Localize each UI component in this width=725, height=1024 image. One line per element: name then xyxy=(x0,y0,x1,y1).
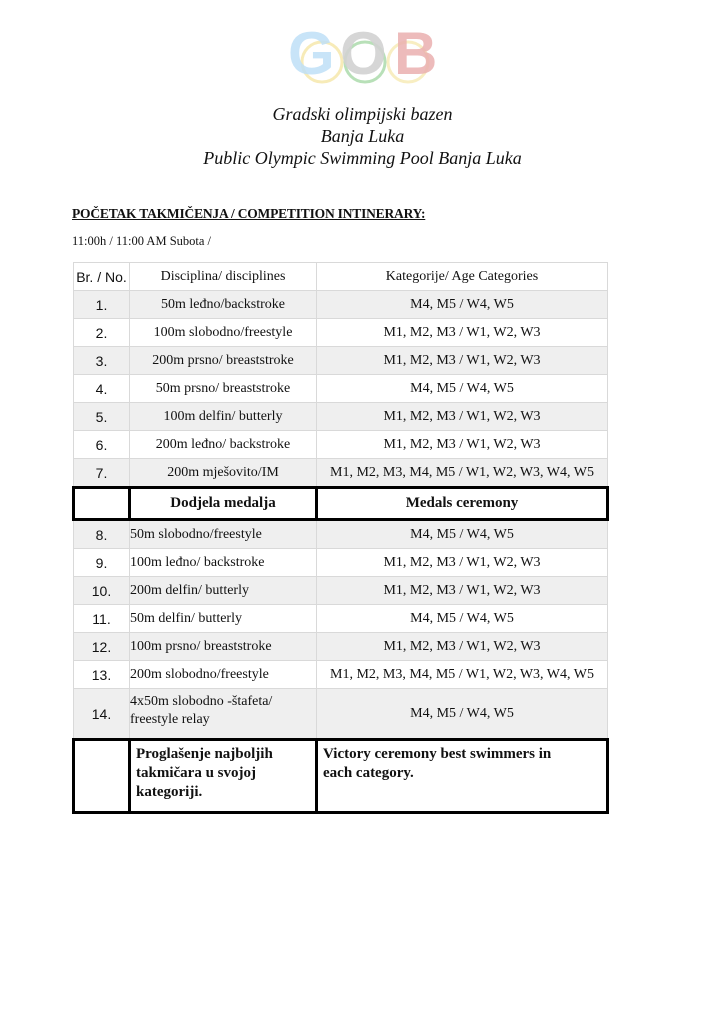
row-discipline: 50m prsno/ breaststroke xyxy=(130,375,317,403)
ceremony-left: Dodjela medalja xyxy=(130,488,317,520)
row-no: 5. xyxy=(74,403,130,431)
row-category: M1, M2, M3, M4, M5 / W1, W2, W3, W4, W5 xyxy=(317,459,608,488)
final-left-line: takmičara u svojoj xyxy=(136,765,256,781)
row-discipline: 100m delfin/ butterly xyxy=(130,403,317,431)
row-category: M4, M5 / W4, W5 xyxy=(317,605,608,633)
final-left-line: kategoriji. xyxy=(136,784,203,800)
final-empty-cell xyxy=(74,740,130,813)
row-no: 7. xyxy=(74,459,130,488)
svg-text:G: G xyxy=(288,22,335,84)
row-no: 6. xyxy=(74,431,130,459)
header-discipline: Disciplina/ disciplines xyxy=(130,263,317,291)
final-left xyxy=(130,740,317,813)
medals-ceremony-row xyxy=(74,488,608,520)
row-discipline: 50m leđno/backstroke xyxy=(130,291,317,319)
header-no: Br. / No. xyxy=(74,263,130,291)
header-line-2: Banja Luka xyxy=(320,126,405,146)
table-row xyxy=(74,375,608,403)
final-left-line: Proglašenje najboljih xyxy=(136,746,273,762)
header-line-3: Public Olympic Swimming Pool Banja Luka xyxy=(203,148,522,168)
table-row xyxy=(74,459,608,488)
svg-text:O: O xyxy=(340,22,387,84)
row-no: 14. xyxy=(74,689,130,740)
row-discipline: 100m prsno/ breaststroke xyxy=(130,633,317,661)
table-row xyxy=(74,633,608,661)
row-discipline: 200m leđno/ backstroke xyxy=(130,431,317,459)
final-right xyxy=(317,740,608,813)
row-discipline: 200m slobodno/freestyle xyxy=(130,661,317,689)
row-category: M4, M5 / W4, W5 xyxy=(317,689,608,740)
row-no: 10. xyxy=(74,577,130,605)
table-row xyxy=(74,403,608,431)
header-category: Kategorije/ Age Categories xyxy=(317,263,608,291)
time-line: 11:00h / 11:00 AM Subota / xyxy=(72,234,212,248)
ceremony-right: Medals ceremony xyxy=(317,488,608,520)
row-category: M1, M2, M3 / W1, W2, W3 xyxy=(317,549,608,577)
ceremony-empty-cell xyxy=(74,488,130,520)
final-right-line: each category. xyxy=(323,765,414,781)
victory-ceremony-row xyxy=(74,740,608,813)
svg-text:B: B xyxy=(394,22,438,84)
row-discipline xyxy=(130,689,317,740)
header-line-1: Gradski olimpijski bazen xyxy=(272,104,453,124)
row-category: M4, M5 / W4, W5 xyxy=(317,291,608,319)
row-category: M1, M2, M3, M4, M5 / W1, W2, W3, W4, W5 xyxy=(317,661,608,689)
row-no: 1. xyxy=(74,291,130,319)
row-discipline: 50m slobodno/freestyle xyxy=(130,520,317,549)
row-category: M4, M5 / W4, W5 xyxy=(317,375,608,403)
row-no: 2. xyxy=(74,319,130,347)
table-row xyxy=(74,319,608,347)
row-no: 11. xyxy=(74,605,130,633)
row-no: 12. xyxy=(74,633,130,661)
row-category: M1, M2, M3 / W1, W2, W3 xyxy=(317,577,608,605)
row-discipline: 200m mješovito/IM xyxy=(130,459,317,488)
table-row xyxy=(74,577,608,605)
gob-logo xyxy=(282,22,448,84)
row-discipline: 200m delfin/ butterly xyxy=(130,577,317,605)
row-discipline-line2: freestyle relay xyxy=(130,712,210,727)
row-discipline: 100m slobodno/freestyle xyxy=(130,319,317,347)
row-discipline-line1: 4x50m slobodno -štafeta/ xyxy=(130,694,273,709)
row-category: M1, M2, M3 / W1, W2, W3 xyxy=(317,431,608,459)
table-row xyxy=(74,520,608,549)
final-right-line: Victory ceremony best swimmers in xyxy=(323,746,552,762)
table-row xyxy=(74,431,608,459)
table-row xyxy=(74,605,608,633)
row-category: M1, M2, M3 / W1, W2, W3 xyxy=(317,319,608,347)
row-no: 4. xyxy=(74,375,130,403)
table-header-row xyxy=(74,263,608,291)
row-no: 9. xyxy=(74,549,130,577)
table-row xyxy=(74,549,608,577)
row-category: M1, M2, M3 / W1, W2, W3 xyxy=(317,347,608,375)
row-discipline: 200m prsno/ breaststroke xyxy=(130,347,317,375)
row-category: M4, M5 / W4, W5 xyxy=(317,520,608,549)
table-row xyxy=(74,689,608,740)
section-title: POČETAK TAKMIČENJA / COMPETITION INTINERARY: xyxy=(72,206,426,221)
table-row xyxy=(74,661,608,689)
row-category: M1, M2, M3 / W1, W2, W3 xyxy=(317,633,608,661)
row-discipline: 50m delfin/ butterly xyxy=(130,605,317,633)
row-category: M1, M2, M3 / W1, W2, W3 xyxy=(317,403,608,431)
row-no: 8. xyxy=(74,520,130,549)
row-no: 13. xyxy=(74,661,130,689)
row-discipline: 100m leđno/ backstroke xyxy=(130,549,317,577)
table-row xyxy=(74,291,608,319)
table-row xyxy=(74,347,608,375)
schedule-table xyxy=(72,262,609,814)
row-no: 3. xyxy=(74,347,130,375)
